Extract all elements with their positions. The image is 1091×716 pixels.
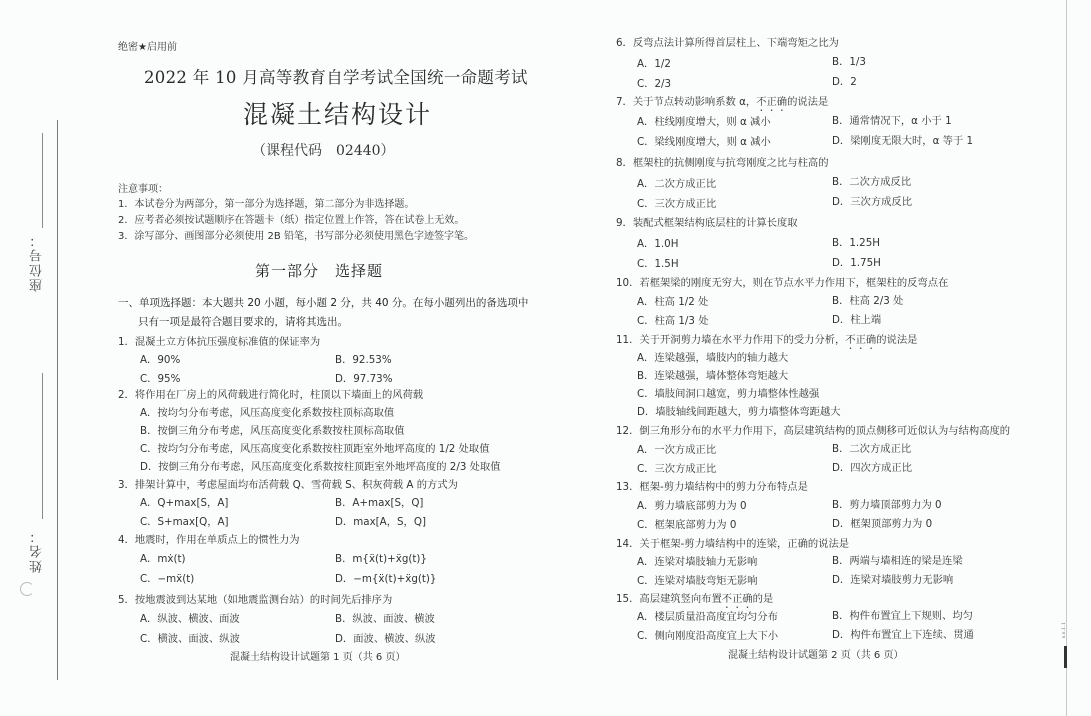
question-11-stem-post: 的说法是 [876, 334, 918, 346]
question-6-option-d: D．2 [832, 76, 857, 88]
question-8-option-a: A．二次方成正比 [637, 178, 717, 190]
question-6-option-b: B．1/3 [832, 56, 866, 68]
question-9-option-a: A．1.0H [637, 238, 679, 250]
question-15-option-b: B．构件布置宜上下规则、均匀 [832, 610, 973, 622]
question-4-option-c: C．−mẍ(t) [140, 573, 195, 585]
question-11-option-d: D．墙肢轴线间距越大，剪力墙整体弯距越大 [637, 406, 841, 418]
question-10-option-d: D．柱上端 [832, 314, 882, 326]
question-1-option-c: C．95% [140, 373, 181, 385]
question-13-option-b: B．剪力墙顶部剪力为 0 [832, 499, 942, 511]
question-11-option-c: C．墙肢间洞口越宽，剪力墙整体性越强 [637, 388, 820, 400]
question-14-option-a: A．连梁对墙肢轴力无影响 [637, 556, 758, 568]
question-7-option-d: D．梁刚度无限大时，α 等于 1 [832, 135, 974, 147]
question-14-option-d: D．连梁对墙肢剪力无影响 [832, 574, 954, 586]
question-12-option-b: B．二次方成正比 [832, 443, 912, 455]
question-2-option-d: D．按倒三角分布考虑，风压高度变化系数按柱顶距室外地坪高度的 2/3 处取值 [140, 461, 501, 473]
question-4-option-a: A．mẋ(t) [140, 553, 186, 565]
question-9-option-c: C．1.5H [637, 258, 679, 270]
question-4-option-b: B．m{ẍ(t)+ẍg(t)} [335, 553, 427, 565]
question-15-stem-post: 的是 [752, 593, 774, 605]
question-5-option-b: B．纵波、面波、横波 [335, 613, 435, 625]
question-13-option-a: A．剪力墙底部剪力为 0 [637, 500, 747, 512]
question-7-stem-pre: 7．关于节点转动影响系数 α， [616, 96, 757, 108]
note-item-3: 3．涂写部分、画图部分必须使用 2B 铅笔，书写部分必须使用黑色字迹签字笔。 [118, 231, 474, 242]
question-12-stem: 12．倒三角形分布的水平力作用下，高层建筑结构的顶点侧移可近似认为与结构高度的 [616, 425, 1011, 437]
question-3-option-b: B．A+max[S，Q] [335, 497, 424, 509]
question-10-option-c: C．柱高 1/3 处 [637, 315, 709, 327]
question-5-stem: 5．按地震波到达某地（如地震监测台站）的时间先后排序为 [118, 594, 393, 606]
question-7-option-a: A．柱线刚度增大，则 α 减小 [637, 116, 771, 128]
subject-title: 混凝土结构设计 [243, 100, 433, 129]
question-10-option-a: A．柱高 1/2 处 [637, 296, 709, 308]
question-15-option-d: D．构件布置宜上下连续、贯通 [832, 629, 974, 641]
page-1-footer: 混凝土结构设计试题第 1 页（共 6 页） [230, 652, 406, 663]
question-4-stem: 4．地震时，作用在单质点上的惯性力为 [118, 534, 300, 546]
question-8-option-c: C．三次方成正比 [637, 198, 717, 210]
question-3-stem: 3．排架计算中，考虑屋面均布活荷载 Q、雪荷载 S、积灰荷载 A 的方式为 [118, 479, 458, 491]
question-11-option-b: B．连梁越强，墙体整体弯矩越大 [637, 370, 789, 382]
question-12-option-a: A．一次方成正比 [637, 444, 717, 456]
question-7-option-c: C．梁线刚度增大，则 α 减小 [637, 136, 771, 148]
question-14-stem: 14．关于框架-剪力墙结构中的连梁，正确的说法是 [616, 538, 850, 550]
edge-registration-mark [1064, 646, 1067, 668]
scan-circle-mark [20, 582, 34, 596]
question-6-option-c: C．2/3 [637, 78, 672, 90]
seat-number-label: 座位号： [30, 232, 45, 292]
question-13-option-d: D．框架顶部剪力为 0 [832, 518, 933, 530]
question-15-stem-emphasis: 不正确 [721, 593, 753, 605]
question-5-option-c: C．横波、面波、纵波 [140, 633, 240, 645]
question-5-option-a: A．纵波、横波、面波 [140, 613, 240, 625]
question-2-option-a: A．按均匀分布考虑，风压高度变化系数按柱顶标高取值 [140, 407, 395, 419]
question-9-option-b: B．1.25H [832, 237, 881, 249]
question-15-stem-pre: 15．高层建筑竖向布置 [616, 593, 722, 605]
question-2-option-b: B．按倒三角分布考虑，风压高度变化系数按柱顶标高取值 [140, 425, 405, 437]
notes-heading: 注意事项： [118, 184, 168, 195]
question-11-option-a: A．连梁越强，墙肢内的轴力越大 [637, 352, 789, 364]
question-1-option-a: A．90% [140, 354, 181, 366]
part-one-title: 第一部分 选择题 [255, 262, 384, 280]
question-2-option-c: C．按均匀分布考虑，风压高度变化系数按柱顶距室外地坪高度的 1/2 处取值 [140, 443, 490, 455]
binding-line [57, 120, 58, 680]
question-8-option-b: B．二次方成反比 [832, 176, 912, 188]
question-6-stem: 6．反弯点法计算所得首层柱上、下端弯矩之比为 [616, 37, 839, 49]
question-11-stem-emphasis: 不正确 [845, 334, 877, 346]
name-label: 姓名： [30, 528, 45, 573]
name-blank-line-upper [42, 373, 43, 519]
question-8-option-d: D．三次方成反比 [832, 196, 913, 208]
page-2-footer: 混凝土结构设计试题第 2 页（共 6 页） [728, 650, 904, 661]
question-14-option-c: C．连梁对墙肢弯矩无影响 [637, 575, 758, 587]
question-12-option-c: C．三次方成正比 [637, 463, 717, 475]
question-9-option-d: D．1.75H [832, 257, 881, 269]
question-14-option-b: B．两端与墙相连的梁是连梁 [832, 555, 963, 567]
question-12-option-d: D．四次方成正比 [832, 462, 913, 474]
question-8-stem: 8．框架柱的抗侧刚度与抗弯刚度之比与柱高的 [616, 157, 829, 169]
course-code: （课程代码 02440） [252, 143, 395, 159]
question-11-stem-pre: 11．关于开洞剪力墙在水平力作用下的受力分析， [616, 334, 846, 346]
question-2-stem: 2．将作用在厂房上的风荷载进行简化时，柱顶以下墙面上的风荷载 [118, 389, 424, 401]
question-3-option-a: A．Q+max[S，A] [140, 497, 229, 509]
question-15-option-a: A．楼层质量沿高度宜均匀分布 [637, 611, 778, 623]
question-5-option-d: D．面波、横波、纵波 [335, 633, 436, 645]
question-15-option-c: C．侧向刚度沿高度宜上大下小 [637, 630, 779, 642]
section-instructions-line2: 只有一项是最符合题目要求的，请将其选出。 [138, 316, 348, 328]
question-13-stem: 13．框架-剪力墙结构中的剪力分布特点是 [616, 481, 808, 493]
question-6-option-a: A．1/2 [637, 58, 671, 70]
question-3-option-c: C．S+max[Q，A] [140, 516, 229, 528]
question-10-option-b: B．柱高 2/3 处 [832, 295, 904, 307]
question-7-stem [616, 93, 828, 114]
question-13-option-c: C．框架底部剪力为 0 [637, 519, 737, 531]
note-item-2: 2．应考者必须按试题顺序在答题卡（纸）指定位置上作答，答在试卷上无效。 [118, 215, 465, 226]
page-edge-line [1066, 0, 1067, 716]
question-4-option-d: D．−m{ẍ(t)+ẍg(t)} [335, 573, 437, 585]
question-7-option-b: B．通常情况下，α 小于 1 [832, 115, 952, 127]
exam-title: 2022 年 10 月高等教育自学考试全国统一命题考试 [144, 68, 528, 87]
question-1-option-b: B．92.53% [335, 354, 392, 366]
confidential-mark: 绝密★启用前 [118, 42, 177, 53]
seat-number-blank-line [42, 133, 43, 228]
question-9-stem: 9．装配式框架结构底层柱的计算长度取 [616, 217, 798, 229]
section-instructions-line1: 一、单项选择题：本大题共 20 小题，每小题 2 分，共 40 分。在每小题列出的备选项中 [118, 297, 529, 309]
question-1-stem: 1．混凝土立方体抗压强度标准值的保证率为 [118, 336, 321, 348]
note-item-1: 1．本试卷分为两部分，第一部分为选择题，第二部分为非选择题。 [118, 199, 415, 210]
question-7-stem-emphasis: 不正确 [756, 96, 788, 108]
question-10-stem: 10．若框架梁的刚度无穷大，则在节点水平力作用下，框架柱的反弯点在 [616, 277, 949, 289]
edge-print-code: s.s.1.1 [1061, 622, 1067, 639]
question-1-option-d: D．97.73% [335, 373, 393, 385]
question-7-stem-post: 的说法是 [787, 96, 829, 108]
question-3-option-d: D．max[A，S，Q] [335, 516, 426, 528]
